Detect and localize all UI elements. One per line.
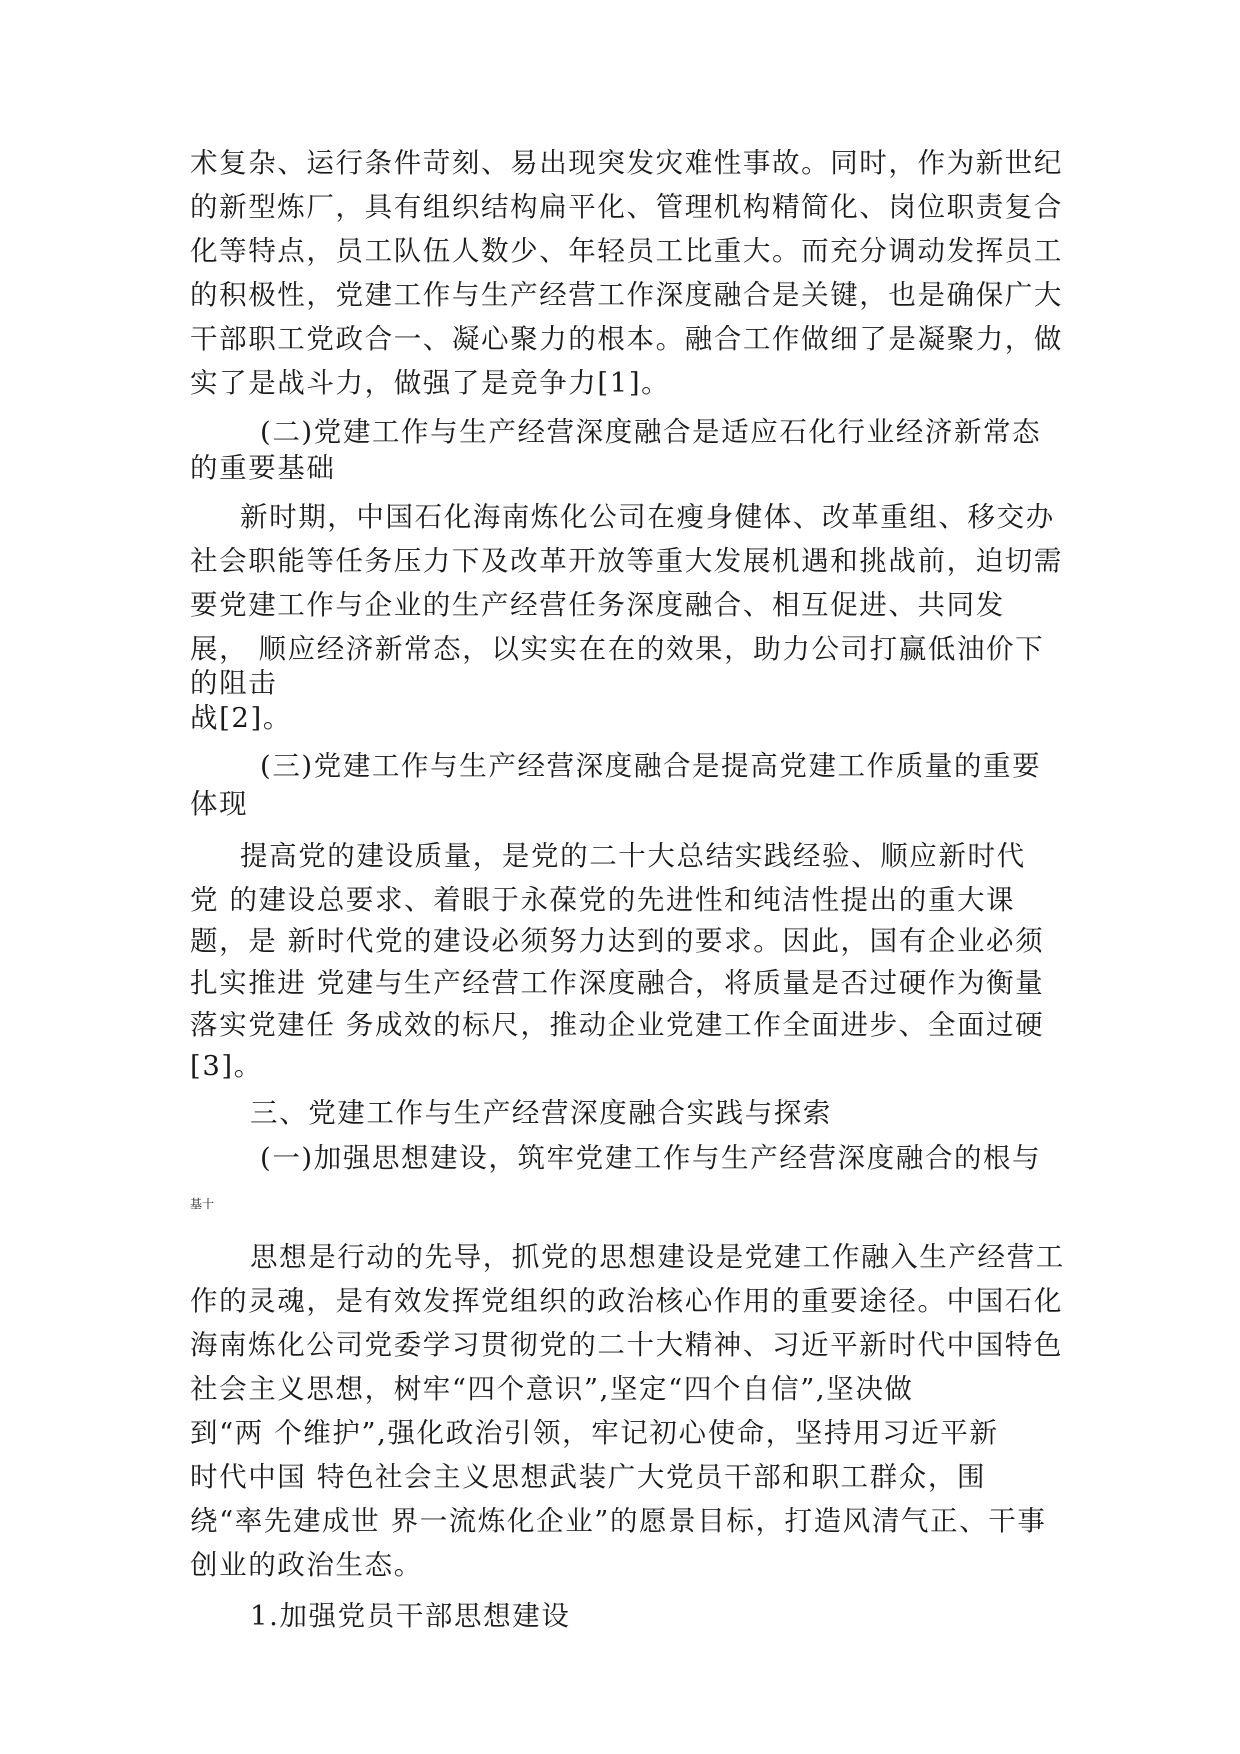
text-line: 题，是 新时代党的建设必须努力达到的要求。因此，国有企业必须 [190,925,1045,957]
text-line: 到“两 个维护”,强化政治引领，牢记初心使命，坚持用习近平新 [190,1417,999,1449]
text-line: 落实党建任 务成效的标尺，推动企业党建工作全面进步、全面过硬 [190,1009,1045,1041]
text-line: 的新型炼厂，具有组织结构扁平化、管理机构精简化、岗位职责复合 [190,191,1063,223]
section-heading: (一)加强思想建设，筑牢党建工作与生产经营深度融合的根与 [260,1142,1042,1174]
text-line: 的积极性，党建工作与生产经营工作深度融合是关键，也是确保广大 [190,279,1063,311]
text-line: 党 的建设总要求、着眼于永葆党的先进性和纯洁性提出的重大课 [190,884,1016,916]
subsection-heading: 1.加强党员干部思想建设 [250,1600,571,1632]
text-line: 战[2]。 [190,702,292,734]
text-line: 新时期，中国石化海南炼化公司在瘦身健体、改革重组、移交办 [240,501,1055,533]
text-line: 的阻击 [190,667,278,699]
text-line: 实了是战斗力，做强了是竞争力[1]。 [190,367,671,399]
section-heading: 三、党建工作与生产经营深度融合实践与探索 [250,1097,832,1129]
section-heading: 的重要基础 [190,452,336,484]
section-heading: (三)党建工作与生产经营深度融合是提高党建工作质量的重要 [260,750,1042,782]
text-line: 思想是行动的先导，抓党的思想建设是党建工作融入生产经营工 [250,1241,1065,1273]
text-line: [3]。 [190,1050,263,1082]
text-line: 扎实推进 党建与生产经营工作深度融合，将质量是否过硬作为衡量 [190,967,1045,999]
text-line: 干部职工党政合一、凝心聚力的根本。融合工作做细了是凝聚力，做 [190,323,1063,355]
text-line: 社会主义思想，树牢“四个意识”,坚定“四个自信”,坚决做 [190,1373,914,1405]
text-line: 作的灵魂，是有效发挥党组织的政治核心作用的重要途径。中国石化 [190,1285,1063,1317]
text-line: 社会职能等任务压力下及改革开放等重大发展机遇和挑战前，迫切需 [190,545,1063,577]
text-line: 时代中国 特色社会主义思想武装广大党员干部和职工群众，围 [190,1461,987,1493]
section-heading: 体现 [190,788,249,820]
text-line: 创业的政治生态。 [190,1549,423,1581]
text-line: 化等特点，员工队伍人数少、年轻员工比重大。而充分调动发挥员工 [190,235,1063,267]
text-line: 海南炼化公司党委学习贯彻党的二十大精神、习近平新时代中国特色 [190,1329,1063,1361]
text-line: 绕“率先建成世 界一流炼化企业”的愿景目标，打造风清气正、干事 [190,1505,1047,1537]
text-line: 术复杂、运行条件苛刻、易出现突发灾难性事故。同时，作为新世纪 [190,147,1063,179]
section-heading: (二)党建工作与生产经营深度融合是适应石化行业经济新常态 [260,416,1042,448]
text-line: 展， 顺应经济新常态，以实实在在的效果，助力公司打赢低油价下 [190,633,1045,665]
margin-note: 基十 [190,1197,215,1211]
text-line: 要党建工作与企业的生产经营任务深度融合、相互促进、共同发 [190,589,1005,621]
text-line: 提高党的建设质量，是党的二十大总结实践经验、顺应新时代 [240,840,1026,872]
